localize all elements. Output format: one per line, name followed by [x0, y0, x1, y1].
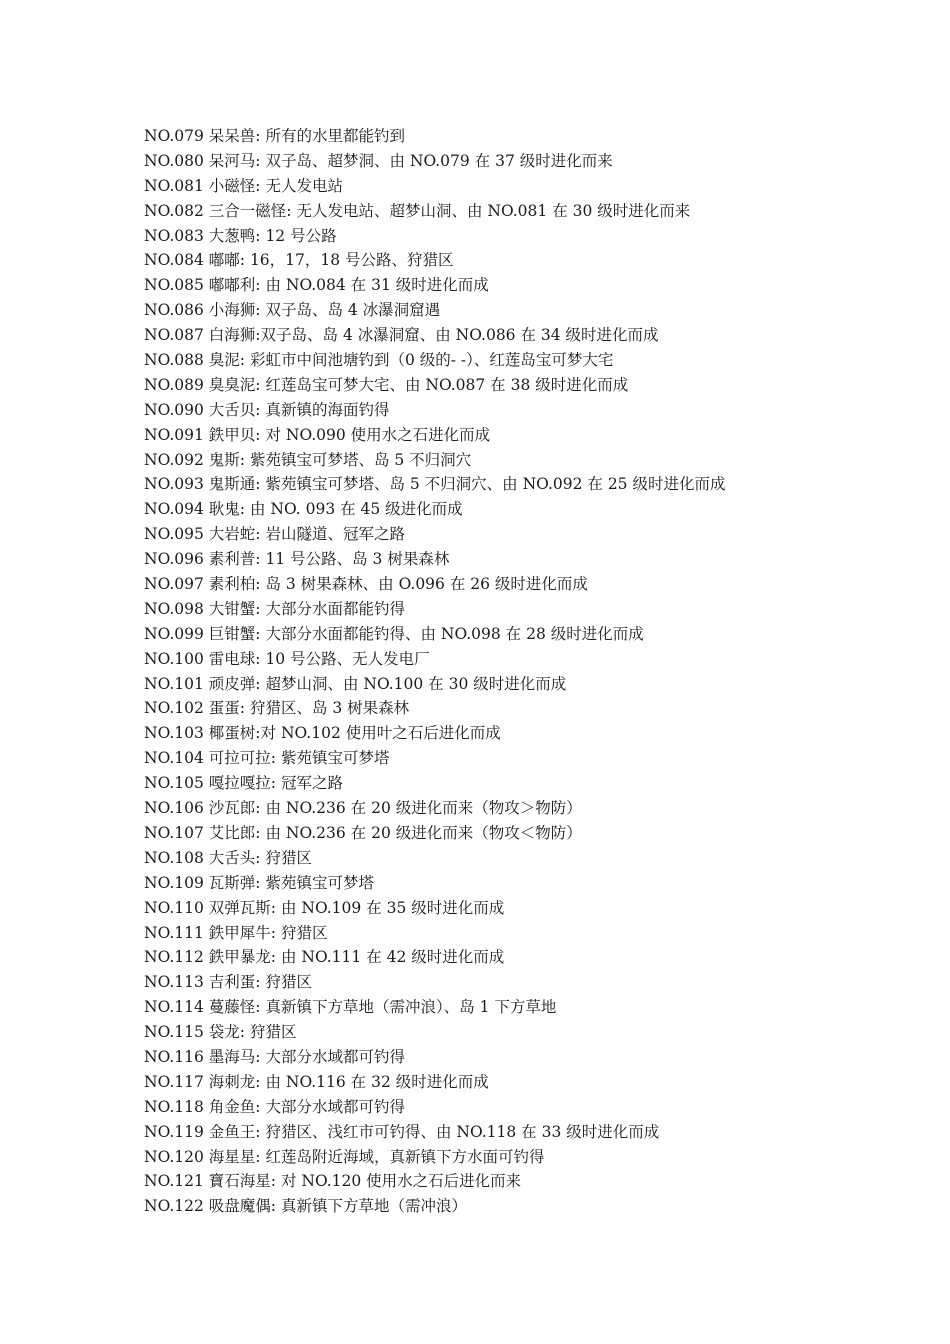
list-item: NO.084 嘟嘟: 16，17，18 号公路、狩猎区 — [144, 251, 454, 270]
list-item: NO.086 小海狮: 双子岛、岛 4 冰瀑洞窟遇 — [144, 301, 441, 320]
list-item: NO.106 沙瓦郎: 由 NO.236 在 20 级进化而来（物攻＞物防） — [144, 799, 582, 818]
list-item: NO.091 鉄甲贝: 对 NO.090 使用水之石进化而成 — [144, 425, 491, 444]
list-item: NO.120 海星星: 红莲岛附近海域，真新镇下方水面可钓得 — [144, 1147, 545, 1166]
list-item: NO.115 袋龙: 狩猎区 — [144, 1023, 297, 1042]
list-item: NO.093 鬼斯通: 紫苑镇宝可梦塔、岛 5 不归洞穴、由 NO.092 在 25 级时进化而成 — [144, 475, 726, 494]
list-item: NO.092 鬼斯: 紫苑镇宝可梦塔、岛 5 不归洞穴 — [144, 450, 472, 469]
list-item: NO.088 臭泥: 彩虹市中间池塘钓到（0 级的- -）、红莲岛宝可梦大宅 — [144, 351, 614, 370]
list-item: NO.109 瓦斯弹: 紫苑镇宝可梦塔 — [144, 873, 374, 892]
list-item: NO.085 嘟嘟利: 由 NO.084 在 31 级时进化而成 — [144, 276, 489, 295]
list-item: NO.080 呆河马: 双子岛、超梦洞、由 NO.079 在 37 级时进化而来 — [144, 151, 613, 170]
list-item: NO.101 顽皮弹: 超梦山洞、由 NO.100 在 30 级时进化而成 — [144, 674, 567, 693]
list-item: NO.116 墨海马: 大部分水域都可钓得 — [144, 1047, 405, 1066]
list-item: NO.094 耿鬼: 由 NO. 093 在 45 级进化而成 — [144, 500, 463, 519]
list-item: NO.121 寶石海星: 对 NO.120 使用水之石后进化而来 — [144, 1172, 522, 1191]
list-item: NO.117 海刺龙: 由 NO.116 在 32 级时进化而成 — [144, 1072, 489, 1091]
list-item: NO.098 大钳蟹: 大部分水面都能钓得 — [144, 599, 405, 618]
list-item: NO.100 雷电球: 10 号公路、无人发电厂 — [144, 649, 430, 668]
list-item: NO.079 呆呆兽: 所有的水里都能钓到 — [144, 127, 405, 145]
list-item: NO.082 三合一磁怪: 无人发电站、超梦山洞、由 NO.081 在 30 级时进化而来 — [144, 201, 691, 220]
list-item: NO.096 素利普: 11 号公路、岛 3 树果森林 — [144, 550, 450, 569]
list-item: NO.110 双弹瓦斯: 由 NO.109 在 35 级时进化而成 — [144, 898, 505, 917]
list-item: NO.104 可拉可拉: 紫苑镇宝可梦塔 — [144, 749, 390, 768]
list-item: NO.087 白海狮:双子岛、岛 4 冰瀑洞窟、由 NO.086 在 34 级时进化而成 — [144, 326, 659, 345]
list-item: NO.095 大岩蛇: 岩山隧道、冠军之路 — [144, 525, 405, 544]
list-item: NO.083 大葱鸭: 12 号公路 — [144, 226, 337, 245]
list-item: NO.081 小磁怪: 无人发电站 — [144, 176, 343, 195]
list-item: NO.118 角金鱼: 大部分水域都可钓得 — [144, 1097, 405, 1116]
list-item: NO.099 巨钳蟹: 大部分水面都能钓得、由 NO.098 在 28 级时进化而成 — [144, 624, 644, 643]
list-item: NO.102 蛋蛋: 狩猎区、岛 3 树果森林 — [144, 699, 410, 718]
list-item: NO.111 鉄甲犀牛: 狩猎区 — [144, 923, 328, 942]
list-item: NO.122 吸盘魔偶: 真新镇下方草地（需冲浪） — [144, 1197, 467, 1216]
list-item: NO.105 嘎拉嘎拉: 冠军之路 — [144, 774, 343, 793]
list-item: NO.089 臭臭泥: 红莲岛宝可梦大宅、由 NO.087 在 38 级时进化而成 — [144, 375, 629, 394]
list-item: NO.107 艾比郎: 由 NO.236 在 20 级进化而来（物攻＜物防） — [144, 823, 582, 842]
list-item: NO.108 大舌头: 狩猎区 — [144, 848, 312, 867]
list-item: NO.112 鉄甲暴龙: 由 NO.111 在 42 级时进化而成 — [144, 948, 505, 967]
list-item: NO.119 金鱼王: 狩猎区、浅红市可钓得、由 NO.118 在 33 级时进化而成 — [144, 1122, 660, 1141]
list-item: NO.090 大舌贝: 真新镇的海面钓得 — [144, 400, 390, 419]
list-item: NO.114 蔓藤怪: 真新镇下方草地（需冲浪）、岛 1 下方草地 — [144, 998, 557, 1017]
list-item: NO.097 素利柏: 岛 3 树果森林、由 O.096 在 26 级时进化而成 — [144, 575, 588, 594]
list-item: NO.113 吉利蛋: 狩猎区 — [144, 973, 312, 992]
pokemon-location-list — [144, 124, 864, 1219]
list-item: NO.103 椰蛋树:对 NO.102 使用叶之石后进化而成 — [144, 724, 501, 743]
